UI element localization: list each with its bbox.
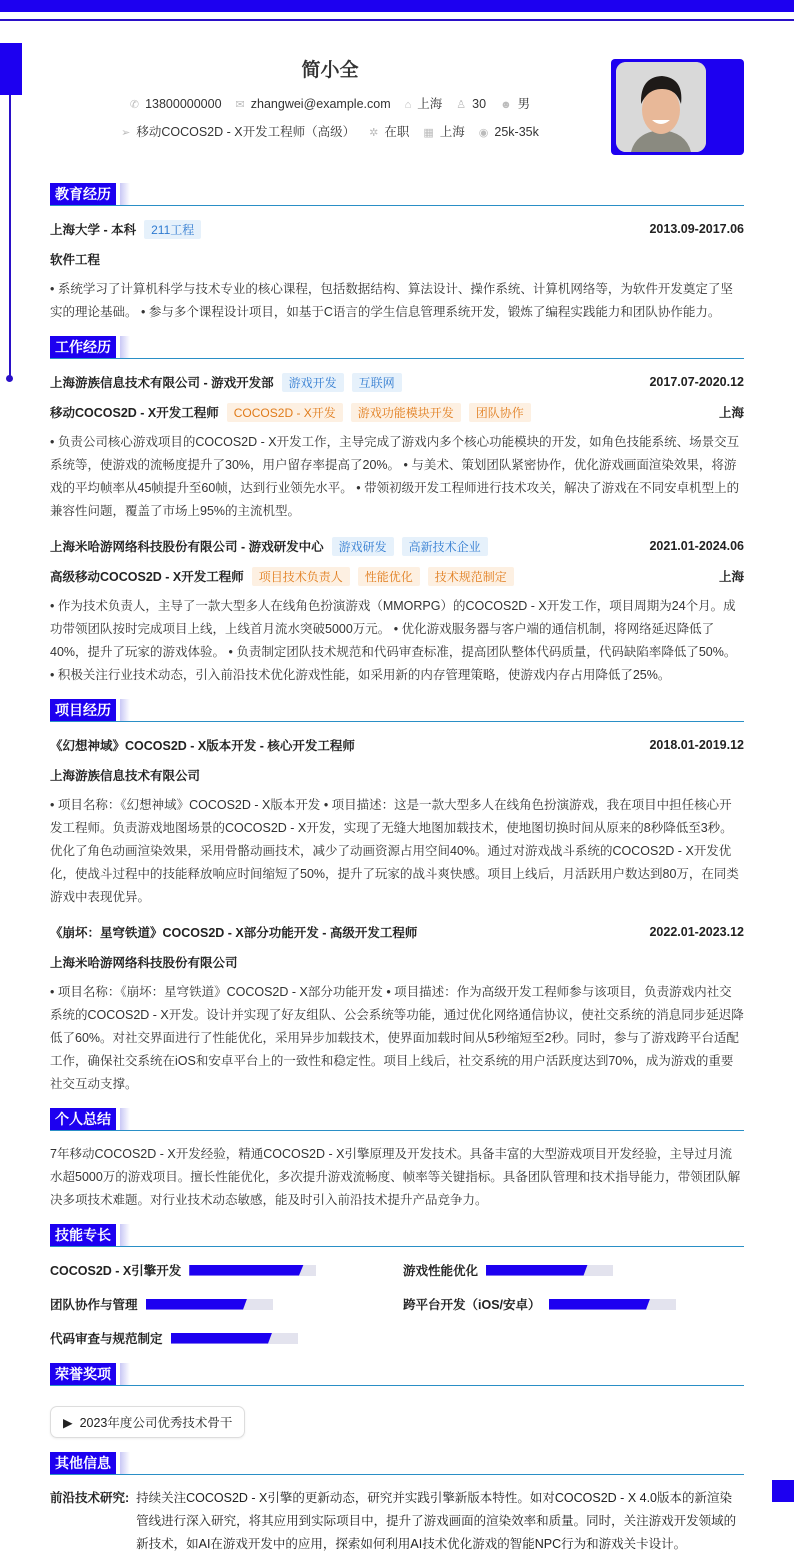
work-date: 2017.07-2020.12 (649, 375, 744, 389)
top-divider (0, 19, 794, 21)
job-title: 高级移动COCOS2D - X开发工程师 (50, 570, 244, 584)
school-tag: 211工程 (144, 220, 201, 239)
work-city: 上海 (718, 570, 744, 584)
skill-tag: 项目技术负责人 (252, 567, 350, 586)
mail-icon: ✉ (235, 99, 245, 111)
skills-grid (50, 1259, 744, 1349)
school: 上海大学 - 本科 (50, 223, 137, 237)
avatar-frame (611, 59, 744, 155)
phone: ✆ 13800000000 (129, 97, 222, 111)
profile-header (50, 55, 610, 152)
status-icon: ✲ (369, 127, 379, 139)
skill-bar (486, 1265, 613, 1276)
target-position: ➢ 移动COCOS2D - X开发工程师（高级） (121, 125, 356, 139)
section-education: 教育经历 (50, 183, 744, 206)
section-other: 其他信息 (50, 1452, 744, 1475)
skill-bar-fill (146, 1299, 248, 1310)
email: ✉ zhangwei@example.com (235, 97, 391, 111)
skill-item: 代码审查与规范制定 (50, 1327, 403, 1349)
education-description: • 系统学习了计算机科学与技术专业的核心课程，包括数据结构、算法设计、操作系统、计算机网络等，为软件开发奠定了坚实的理论基础。 • 参与多个课程设计项目，如基于C语言的学生信息管理系统开发，锻炼了编程实践能力和团队协作能力。 (50, 282, 733, 319)
industry-tag: 高新技术企业 (402, 537, 488, 556)
industry-tag: 游戏开发 (282, 373, 344, 392)
industry-tag: 互联网 (352, 373, 402, 392)
skill-item: COCOS2D - X引擎开发 (50, 1259, 403, 1281)
project-item (50, 734, 744, 909)
project-company: 上海游族信息技术有限公司 (50, 769, 201, 783)
work-date: 2021.01-2024.06 (649, 539, 744, 553)
industry-tag: 游戏研发 (332, 537, 394, 556)
job-title: 移动COCOS2D - X开发工程师 (50, 406, 219, 420)
user-icon: ☻ (500, 99, 512, 111)
section-awards: 荣誉奖项 (50, 1363, 744, 1386)
left-accent-line (9, 95, 11, 378)
right-accent-block (772, 1480, 794, 1502)
left-accent-dot (6, 375, 13, 382)
skill-item: 游戏性能优化 (403, 1259, 744, 1281)
section-skills: 技能专长 (50, 1224, 744, 1247)
work-description: • 作为技术负责人，主导了一款大型多人在线角色扮演游戏（MMORPG）的COCOS2D - X开发工作，项目周期为24个月。成功带领团队按时完成项目上线，上线首月流水突破5000万元。 • 优化游戏服务器与客户端的通信机制，将网络延迟降低了40%，提升了玩家的游戏体验。 • 负责制定团队技术规范和代码审查标准，提高团队整体代码质量，代码缺陷率降低了50%。 • 积极关注行业技术动态，引入前沿技术优化游戏性能，如采用新的内存管理策略，使游戏内存占用降低了25%。 (50, 599, 737, 682)
project-company: 上海米哈游网络科技股份有限公司 (50, 956, 238, 970)
skill-bar-fill (486, 1265, 588, 1276)
skill-bar (171, 1333, 298, 1344)
candidate-name: 简小全 (301, 60, 359, 81)
skill-bar (146, 1299, 273, 1310)
project-name: 《幻想神域》COCOS2D - X版本开发 - 核心开发工程师 (50, 739, 355, 753)
triangle-icon: ▶ (63, 1416, 73, 1430)
avatar (616, 62, 706, 152)
company: 上海游族信息技术有限公司 - 游戏开发部 (50, 376, 274, 390)
cake-icon: ♙ (456, 99, 467, 111)
building-icon: ▦ (423, 127, 434, 139)
skill-bar-fill (171, 1333, 273, 1344)
skill-bar (549, 1299, 676, 1310)
work-item (50, 371, 744, 523)
skill-bar (189, 1265, 316, 1276)
location: ⌂ 上海 (404, 97, 443, 111)
section-work: 工作经历 (50, 336, 744, 359)
skill-tag: 技术规范制定 (428, 567, 514, 586)
section-summary: 个人总结 (50, 1108, 744, 1131)
skill-tag: COCOS2D - X开发 (227, 403, 343, 422)
resume-body (50, 183, 744, 1556)
skill-tag: 性能优化 (358, 567, 420, 586)
home-icon: ⌂ (404, 99, 412, 111)
section-projects: 项目经历 (50, 699, 744, 722)
project-date: 2022.01-2023.12 (649, 925, 744, 939)
project-name: 《崩坏：星穹铁道》COCOS2D - X部分功能开发 - 高级开发工程师 (50, 926, 418, 940)
left-accent-block (0, 43, 22, 95)
age: ♙ 30 (456, 97, 487, 111)
skill-tag: 游戏功能模块开发 (351, 403, 461, 422)
gender: ☻ 男 (500, 97, 531, 111)
summary-text: 7年移动COCOS2D - X开发经验，精通COCOS2D - X引擎原理及开发技术。具备丰富的大型游戏项目开发经验，主导过月流水超5000万的游戏项目。擅长性能优化，多次提升游戏流畅度、帧率等关键指标。具备团队管理和技术指导能力，带领团队解决多项技术难题。对行业技术动态敏感，能及时引入前沿技术提升产品竞争力。 (50, 1147, 741, 1207)
work-city: 上海 (718, 406, 744, 420)
send-icon: ➢ (121, 127, 131, 139)
other-text: 持续关注COCOS2D - X引擎的更新动态，研究并实践引擎新版本特性。如对COCOS2D - X 4.0版本的新渲染管线进行深入研究，将其应用到实际项目中，提升了游戏画面的渲染效率和质量。同时，关注游戏开发领域的新技术，如AI在游戏开发中的应用，探索如何利用AI技术优化游戏的智能NPC行为和游戏关卡设计。 (136, 1491, 737, 1551)
education-date: 2013.09-2017.06 (649, 222, 744, 236)
work-item (50, 535, 744, 687)
target-city: ▦ 上海 (423, 125, 465, 139)
other-label: 前沿技术研究: (50, 1491, 130, 1505)
salary-icon: ◉ (478, 127, 489, 139)
company: 上海米哈游网络科技股份有限公司 - 游戏研发中心 (50, 540, 324, 554)
award-item[interactable]: ▶ 2023年度公司优秀技术骨干 (50, 1406, 245, 1438)
skill-tag: 团队协作 (469, 403, 531, 422)
skill-item: 跨平台开发（iOS/安卓） (403, 1293, 744, 1315)
project-description: • 项目名称：《崩坏：星穹铁道》COCOS2D - X部分功能开发 • 项目描述：作为高级开发工程师参与该项目，负责游戏内社交系统的COCOS2D - X开发。设计并实现了好友组队、公会系统等功能，通过优化网络通信协议，使社交系统的消息同步延迟降低了60%。对社交界面进行了性能优化，采用异步加载技术，使界面加载时间从5秒缩短至2秒。同时，参与了游戏跨平台适配工作，确保社交系统在iOS和安卓平台上的一致性和稳定性。项目上线后，社交系统的用户活跃度达到70%，成为游戏的重要社交互动支撑。 (50, 985, 744, 1091)
phone-icon: ✆ (129, 99, 140, 111)
project-item (50, 921, 744, 1096)
project-description: • 项目名称：《幻想神域》COCOS2D - X版本开发 • 项目描述：这是一款大型多人在线角色扮演游戏，我在项目中担任核心开发工程师。负责游戏地图场景的COCOS2D - X开发，实现了无缝大地图加载技术，使地图切换时间从原来的8秒降低至3秒。优化了角色动画渲染效果，采用骨骼动画技术，减少了动画资源占用空间40%。通过对游戏战斗系统的COCOS2D - X开发优化，使战斗过程中的技能释放响应时间缩短了50%，提升了玩家的战斗爽快感。项目上线后，月活跃用户数达到80万，在同类游戏中表现优异。 (50, 798, 739, 904)
skill-bar-fill (549, 1299, 651, 1310)
skill-bar-fill (189, 1265, 303, 1276)
major: 软件工程 (50, 253, 101, 267)
job-status: ✲ 在职 (369, 125, 410, 139)
salary: ◉ 25k-35k (478, 125, 539, 139)
work-description: • 负责公司核心游戏项目的COCOS2D - X开发工作，主导完成了游戏内多个核心功能模块的开发，如角色技能系统、场景交互系统等，使游戏的流畅度提升了30%，用户留存率提高了20%。 • 与美术、策划团队紧密协作，优化游戏画面渲染效果，将游戏的平均帧率从45帧提升至60帧，达到行业领先水平。 • 带领初级开发工程师进行技术攻关，解决了游戏在不同安卓机型上的兼容性问题，覆盖了市场上95%的主流机型。 (50, 435, 740, 518)
skill-item: 团队协作与管理 (50, 1293, 403, 1315)
project-date: 2018.01-2019.12 (649, 738, 744, 752)
top-bar (0, 0, 794, 12)
